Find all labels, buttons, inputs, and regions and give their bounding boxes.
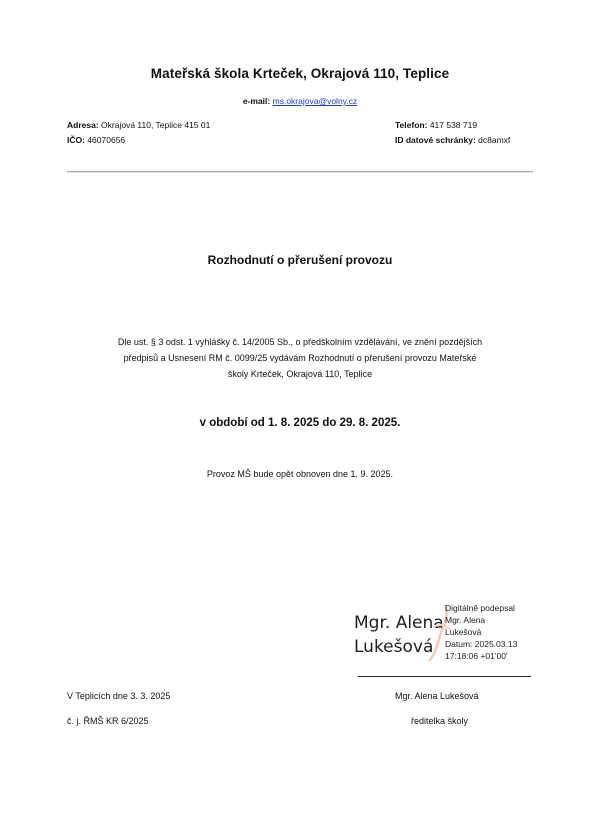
ico-row xyxy=(67,133,210,148)
signature-detail-line: Digitálně podepsal xyxy=(445,603,515,613)
phone-row xyxy=(395,118,510,133)
signature-detail-line: Mgr. Alena xyxy=(445,615,486,625)
address-row xyxy=(67,118,210,133)
signer-role: ředitelka školy xyxy=(411,716,469,726)
address-label: Adresa: xyxy=(67,120,99,130)
signature-line xyxy=(358,676,531,677)
phone-label: Telefon: xyxy=(395,120,428,130)
email-link[interactable]: ms.okrajova@volny.cz xyxy=(272,96,358,106)
document-heading: Rozhodnutí o přerušení provozu xyxy=(207,253,393,267)
address-value: Okrajová 110, Teplice 415 01 xyxy=(101,120,211,130)
header-divider xyxy=(67,171,533,172)
phone-value: 417 538 719 xyxy=(429,120,478,130)
email-label: e-mail: xyxy=(242,96,271,106)
databox-label: ID datové schránky: xyxy=(395,135,476,145)
place-and-date: V Teplicích dne 3. 3. 2025 xyxy=(67,691,171,701)
resume-notice: Provoz MŠ bude opět obnoven dne 1. 9. 2025. xyxy=(206,469,394,479)
ico-label: IČO: xyxy=(67,135,85,145)
ico-value: 46070656 xyxy=(87,135,126,145)
reference-number: č. j. ŘMŠ KR 6/2025 xyxy=(67,716,149,726)
school-title: Mateřská škola Krteček, Okrajová 110, Teplice xyxy=(150,66,450,81)
body-line: Dle ust. § 3 odst. 1 vyhlášky č. 14/2005 Sb., o předškolním vzdělávání, ve znění pozdějších xyxy=(117,337,483,347)
digital-signature-details xyxy=(445,602,517,662)
signature-detail-line: Datum: 2025.03.13 xyxy=(445,639,518,649)
signature-name-line: Lukešová xyxy=(354,637,434,657)
left-contact-info xyxy=(67,118,210,148)
body-line: předpisů a Usnesení RM č. 0099/25 vydávám Rozhodnutí o přerušení provozu Mateřské xyxy=(123,353,477,363)
email-line xyxy=(0,96,600,106)
databox-row xyxy=(395,133,510,148)
signer-name: Mgr. Alena Lukešová xyxy=(395,691,479,701)
signature-detail-line: 17:18:06 +01'00' xyxy=(445,651,508,661)
document-body xyxy=(70,334,530,382)
right-contact-info xyxy=(395,118,510,148)
signature-name-line: Mgr. Alena xyxy=(354,613,444,633)
signature-detail-line: Lukešová xyxy=(445,627,482,637)
closure-period: v období od 1. 8. 2025 do 29. 8. 2025. xyxy=(199,417,401,429)
databox-value: dc8amxf xyxy=(478,135,511,145)
body-line: školy Krteček, Okrajová 110, Teplice xyxy=(227,369,373,379)
